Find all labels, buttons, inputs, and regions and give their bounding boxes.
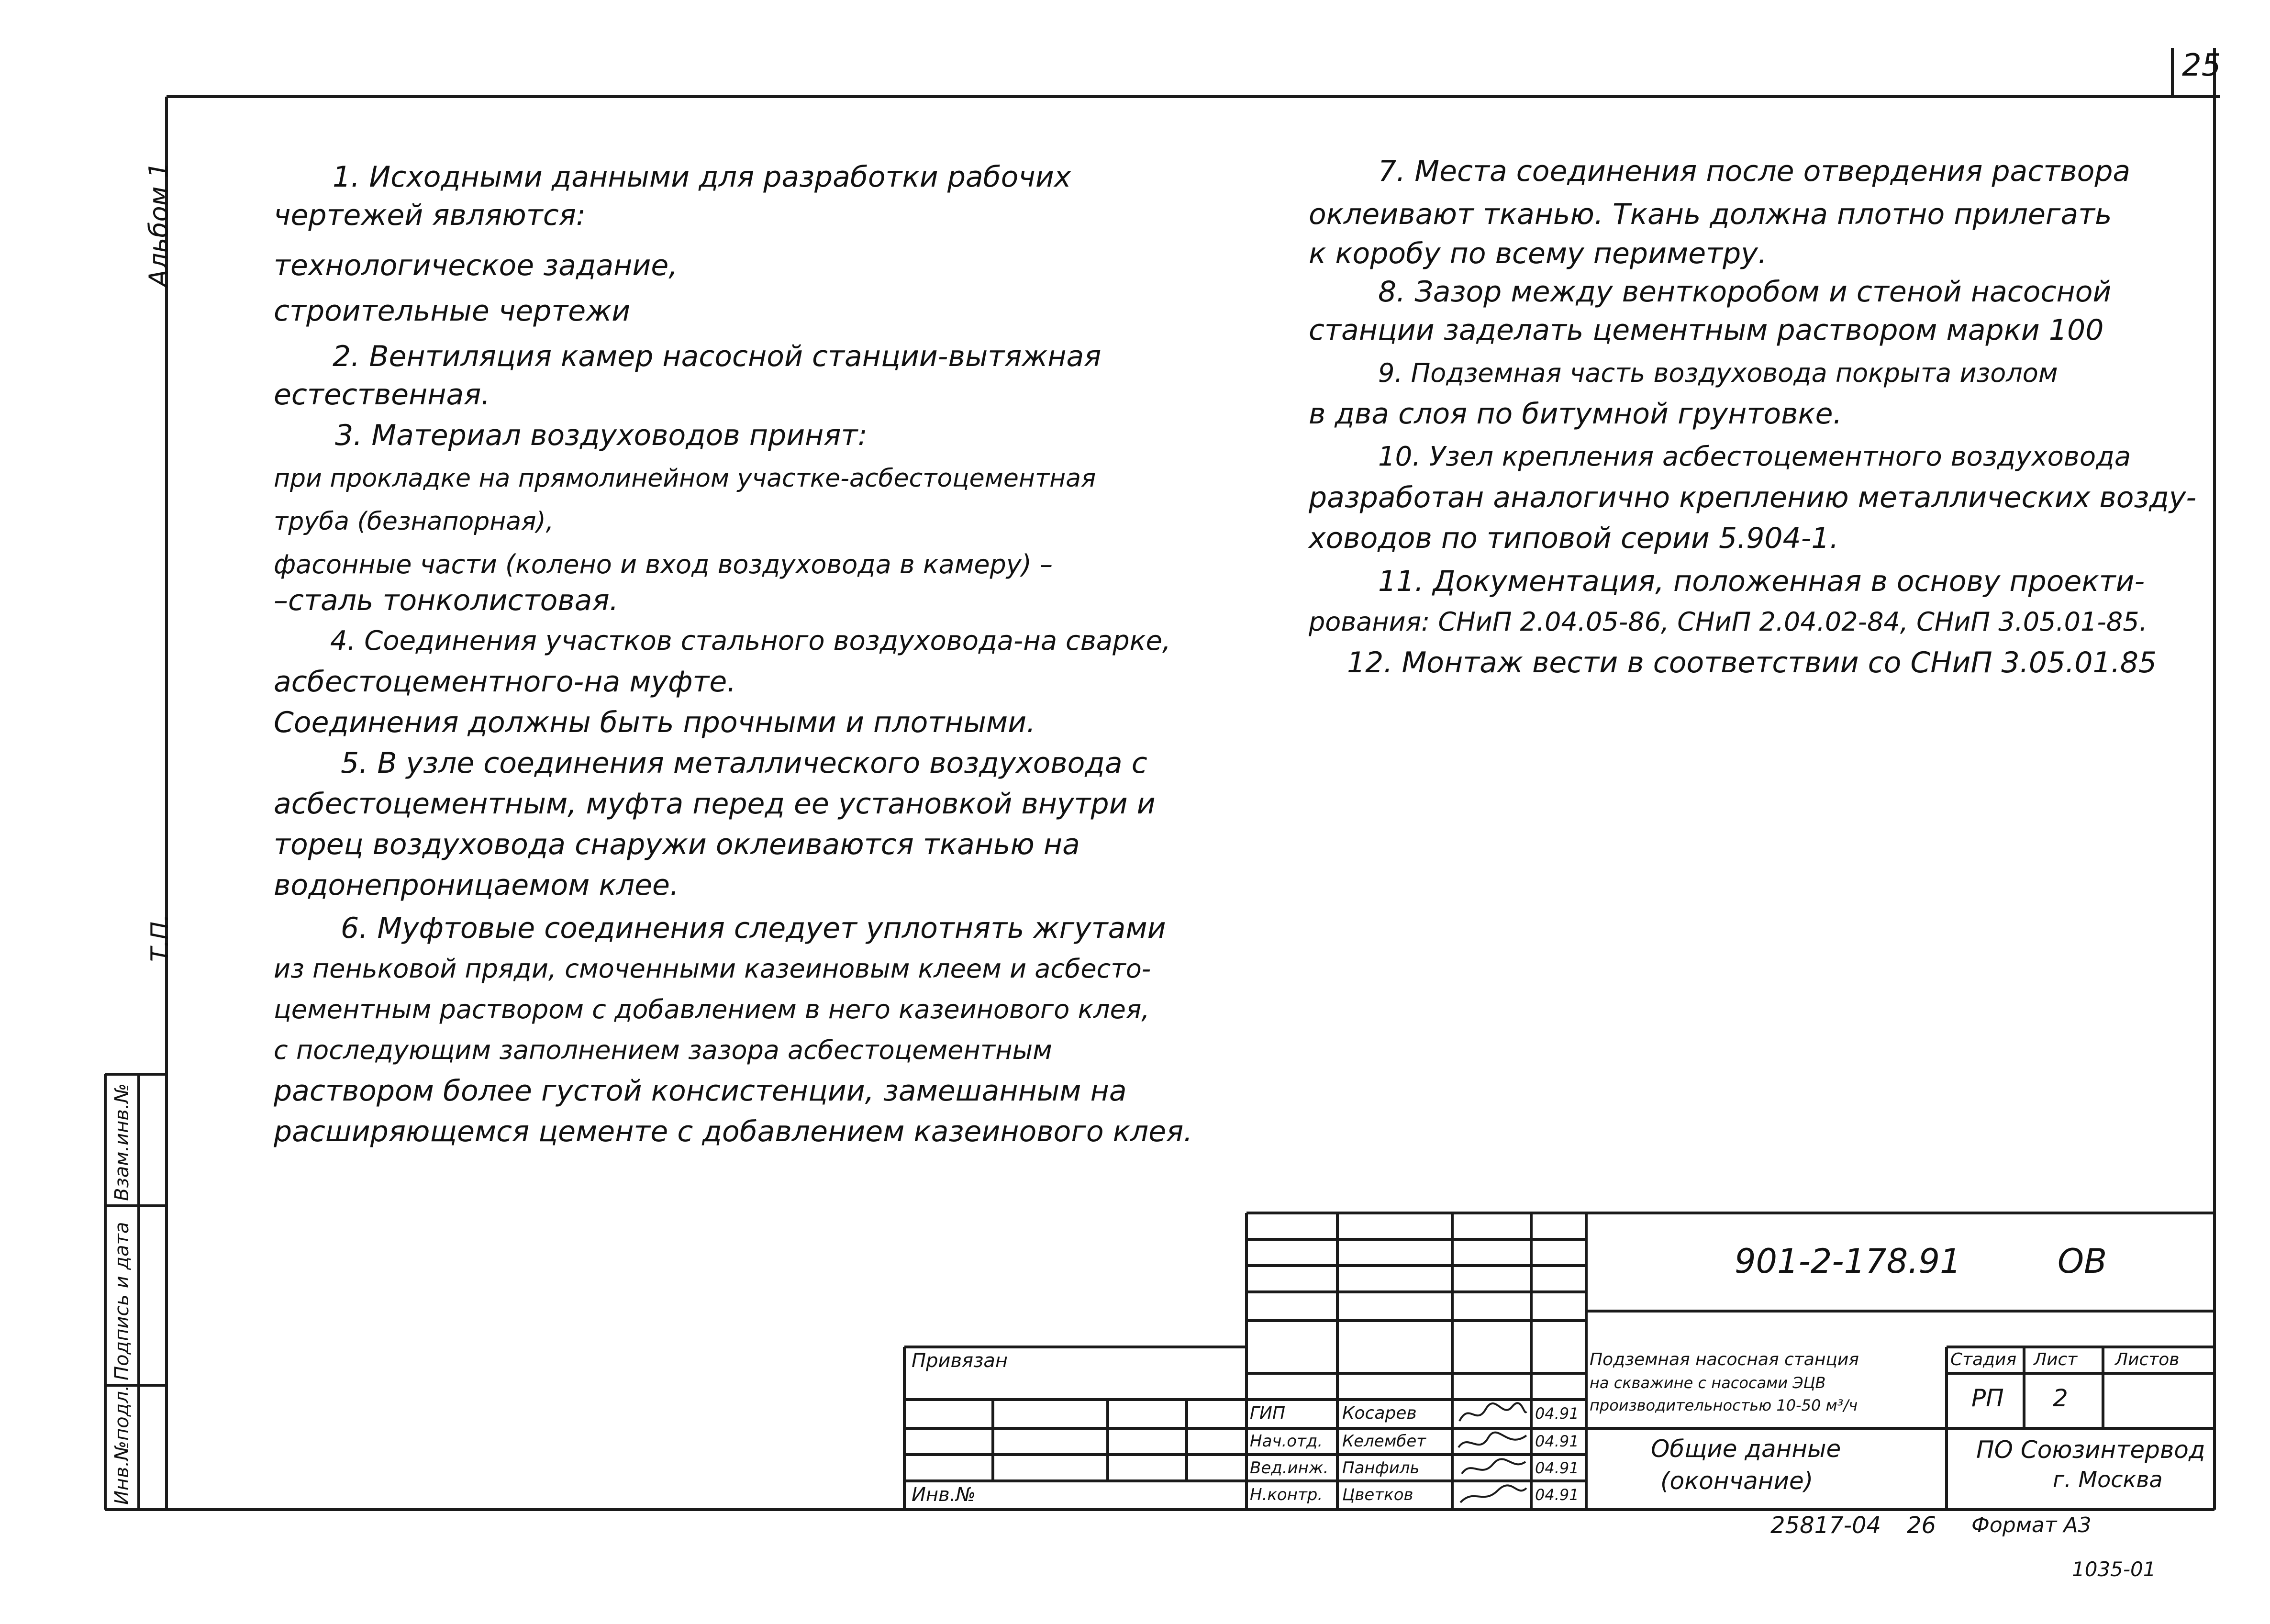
signer-date: 04.91	[1535, 1432, 1579, 1450]
signer-role: Нач.отд.	[1250, 1432, 1323, 1451]
side-label-tp: Т.П.	[146, 914, 174, 962]
signer-name: Келембет	[1342, 1432, 1426, 1451]
sheet-title-line: Общие данные	[1651, 1435, 1841, 1463]
note-line: строительные чертежи	[274, 294, 631, 328]
sheet-value: 2	[2053, 1384, 2068, 1412]
note-line: 2. Вентиляция камер насосной станции-вытяжная	[333, 340, 1102, 373]
note-line: оклеивают тканью. Ткань должна плотно прилегать	[1309, 198, 2112, 231]
signature-marks	[1455, 1400, 1531, 1510]
note-line: фасонные части (колено и вход воздуховода в камеру) –	[274, 549, 1053, 579]
privyazan-label: Привязан	[912, 1350, 1008, 1372]
note-line: раствором более густой консистенции, замешанным на	[274, 1074, 1127, 1108]
note-line: к коробу по всему периметру.	[1309, 237, 1767, 270]
signer-role: Вед.инж.	[1250, 1458, 1329, 1478]
project-title-line: производительностью 10-50 м³/ч	[1590, 1396, 1858, 1414]
note-line: ховодов по типовой серии 5.904-1.	[1309, 522, 1839, 555]
note-line: торец воздуховода снаружи оклеиваются тканью на	[274, 828, 1080, 861]
stage-header: Стадия	[1950, 1350, 2017, 1369]
note-line: 12. Монтаж вести в соответствии со СНиП 3.05.01.85	[1347, 646, 2157, 679]
sheet-title-line: (окончание)	[1660, 1467, 1814, 1495]
note-line: асбестоцементного-на муфте.	[274, 665, 736, 699]
note-line: 4. Соединения участков стального воздуховода-на сварке,	[330, 625, 1171, 656]
side-label-vzam-inv: Взам.инв.№	[111, 1083, 133, 1201]
signer-date: 04.91	[1535, 1459, 1579, 1477]
note-line: –сталь тонколистовая.	[274, 584, 619, 617]
note-line: естественная.	[274, 378, 490, 412]
note-line: станции заделать цементным раствором марки 100	[1309, 313, 2104, 347]
signer-name: Косарев	[1342, 1403, 1417, 1423]
note-line: с последующим заполнением зазора асбестоцементным	[274, 1035, 1052, 1065]
signer-date: 04.91	[1535, 1486, 1579, 1504]
signer-role: Н.контр.	[1250, 1485, 1323, 1504]
note-line: Соединения должны быть прочными и плотными.	[274, 706, 1036, 739]
sheets-header: Листов	[2115, 1350, 2180, 1369]
organization-line: г. Москва	[2053, 1467, 2163, 1492]
sheet-code: ОВ	[2058, 1242, 2107, 1281]
organization-line: ПО Союзинтервод	[1976, 1436, 2205, 1464]
side-label-album: Альбом 1	[144, 162, 174, 287]
signer-name: Цветков	[1342, 1485, 1413, 1504]
note-line: разработан аналогично креплению металлических возду-	[1309, 481, 2197, 514]
note-line: 1. Исходными данными для разработки рабочих	[333, 160, 1071, 194]
note-line: 9. Подземная часть воздуховода покрыта изолом	[1378, 358, 2058, 388]
note-line: 5. В узле соединения металлического воздуховода с	[341, 746, 1147, 780]
document-code: 901-2-178.91	[1735, 1242, 1961, 1281]
bottom-code: 1035-01	[2072, 1557, 2156, 1581]
note-line: 7. Места соединения после отвердения раствора	[1378, 155, 2131, 188]
note-line: рования: СНиП 2.04.05-86, СНиП 2.04.02-84, СНиП 3.05.01-85.	[1309, 607, 2148, 637]
note-line: технологическое задание,	[274, 249, 678, 282]
format-label: Формат А3	[1971, 1513, 2092, 1537]
signer-name: Панфиль	[1342, 1458, 1420, 1478]
note-line: в два слоя по битумной грунтовке.	[1309, 397, 1842, 431]
side-label-inv-podl: Инв.№подл.	[111, 1385, 133, 1505]
note-line: из пеньковой пряди, смоченными казеиновым клеем и асбесто-	[274, 954, 1151, 984]
project-title-line: на скважине с насосами ЭЦВ	[1590, 1374, 1826, 1392]
note-line: водонепроницаемом клее.	[274, 868, 679, 902]
copy-number: 26	[1907, 1512, 1936, 1539]
note-line: при прокладке на прямолинейном участке-асбестоцементная	[274, 464, 1096, 493]
note-line: 11. Документация, положенная в основу проекти-	[1378, 565, 2145, 598]
project-title-line: Подземная насосная станция	[1590, 1350, 1859, 1369]
note-line: расширяющемся цементе с добавлением казеинового клея.	[274, 1115, 1193, 1148]
signer-date: 04.91	[1535, 1404, 1579, 1423]
page-number: 25	[2182, 48, 2221, 83]
note-line: 8. Зазор между венткоробом и стеной насосной	[1378, 275, 2112, 309]
archive-number: 25817-04	[1770, 1512, 1881, 1539]
signer-role: ГИП	[1250, 1403, 1286, 1423]
sheet-header: Лист	[2034, 1350, 2078, 1369]
inv-no-label: Инв.№	[912, 1484, 976, 1506]
note-line: труба (безнапорная),	[274, 507, 554, 536]
note-line: асбестоцементным, муфта перед ее установкой внутри и	[274, 787, 1156, 821]
note-line: 3. Материал воздуховодов принят:	[335, 419, 868, 452]
side-label-podpis-data: Подпись и дата	[111, 1222, 133, 1380]
note-line: 6. Муфтовые соединения следует уплотнять жгутами	[341, 912, 1166, 945]
note-line: 10. Узел крепления асбестоцементного воздуховода	[1378, 441, 2131, 472]
note-line: чертежей являются:	[274, 199, 586, 232]
note-line: цементным раствором с добавлением в него казеинового клея,	[274, 994, 1150, 1024]
stage-value: РП	[1971, 1384, 2004, 1412]
